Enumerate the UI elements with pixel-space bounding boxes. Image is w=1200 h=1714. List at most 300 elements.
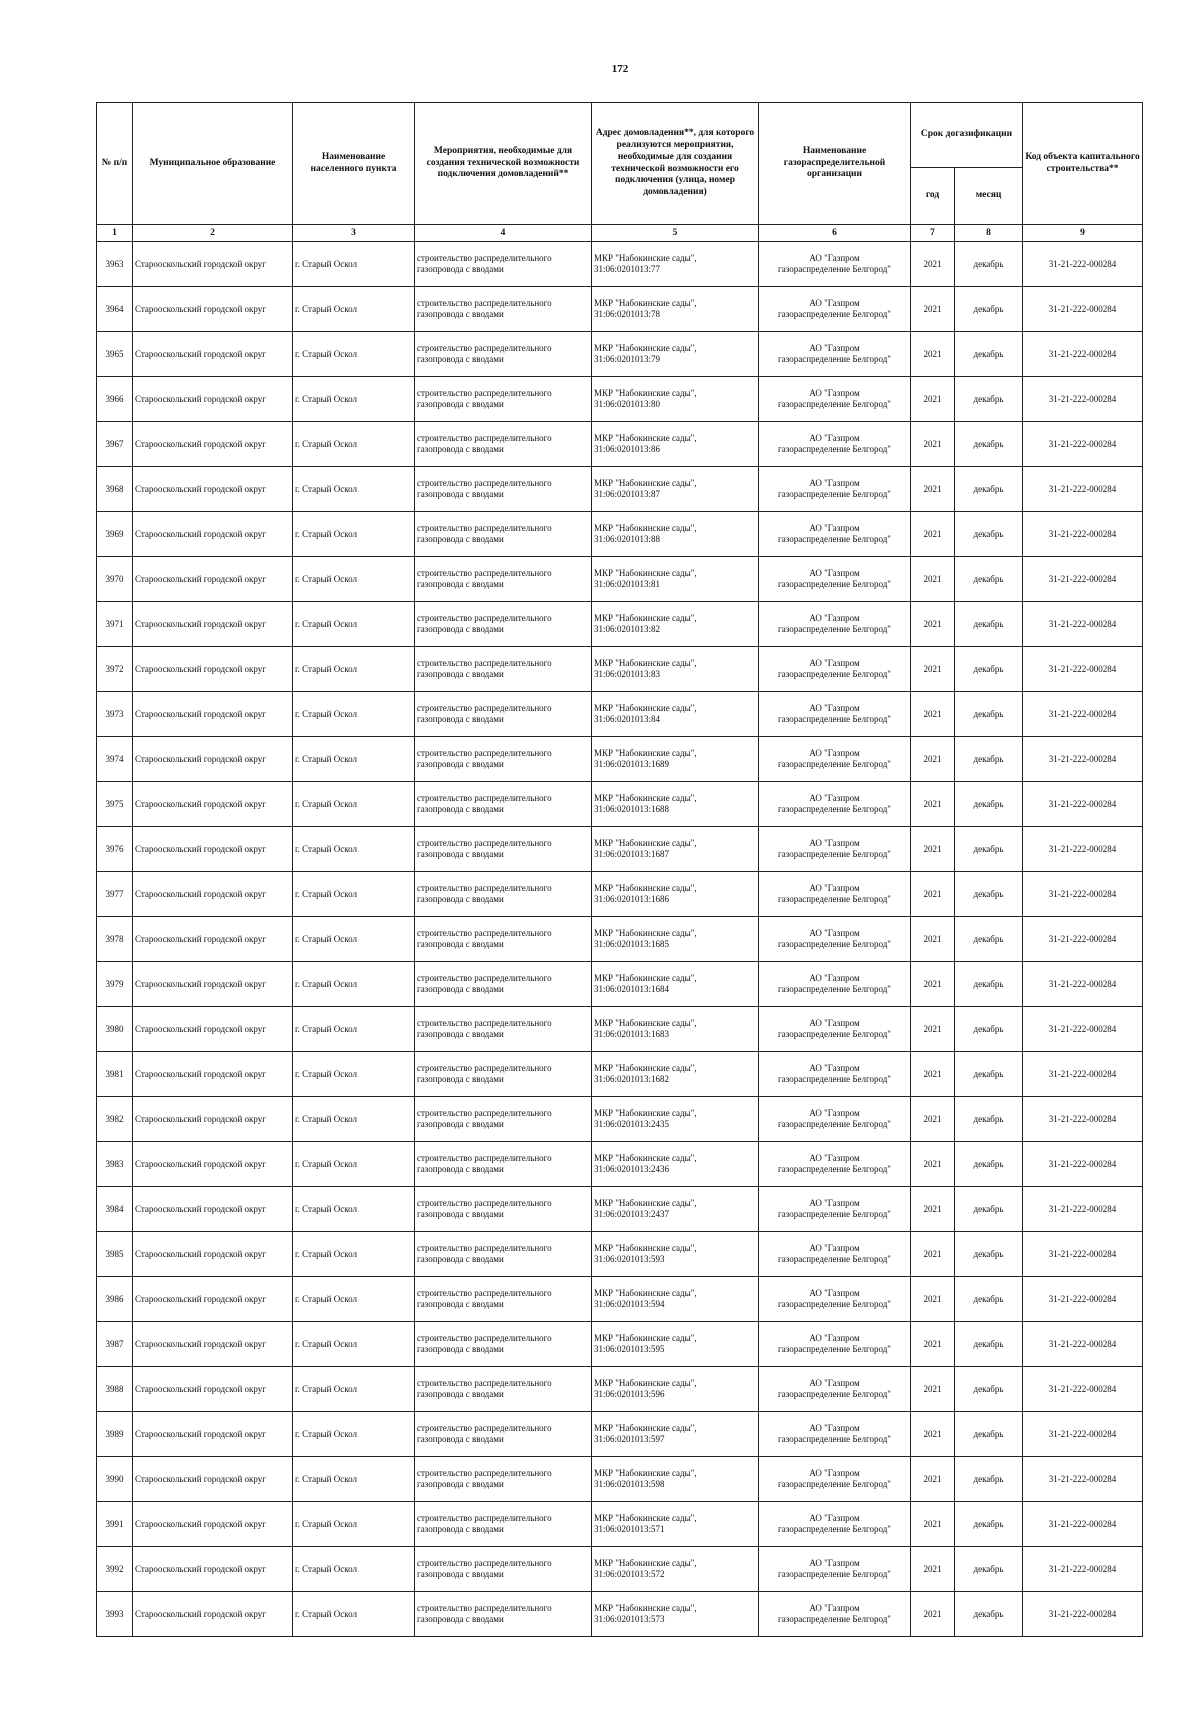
- address-street: МКР "Набокинские сады",: [594, 613, 697, 624]
- settlement-cell: г. Старый Оскол: [293, 1367, 415, 1412]
- settlement-cell: г. Старый Оскол: [293, 1187, 415, 1232]
- code-cell: 31-21-222-000284: [1023, 692, 1143, 737]
- address-cadastral: 31:06:0201013:2437: [594, 1209, 670, 1219]
- measure-cell: строительство распределительного газопровода с вводами: [415, 782, 592, 827]
- header-num: № п/п: [97, 103, 133, 225]
- table-row: [97, 647, 1143, 692]
- column-number: 8: [955, 225, 1023, 242]
- address-street: МКР "Набокинские сады",: [594, 883, 697, 894]
- month-cell: декабрь: [955, 1502, 1023, 1547]
- address-cadastral: 31:06:0201013:83: [594, 669, 661, 679]
- organization-line1: АО "Газпром: [809, 1423, 860, 1434]
- organization-line2: газораспределение Белгород": [778, 714, 891, 724]
- settlement-cell: г. Старый Оскол: [293, 1052, 415, 1097]
- address-cadastral: 31:06:0201013:595: [594, 1344, 665, 1354]
- settlement-cell: г. Старый Оскол: [293, 1412, 415, 1457]
- organization-line2: газораспределение Белгород": [778, 759, 891, 769]
- organization-line1: АО "Газпром: [809, 388, 860, 399]
- address-cell: [592, 422, 759, 467]
- month-cell: декабрь: [955, 377, 1023, 422]
- header-row: [97, 103, 1143, 168]
- address-cell: [592, 827, 759, 872]
- code-cell: 31-21-222-000284: [1023, 1592, 1143, 1637]
- organization-cell: [759, 647, 911, 692]
- table-row: [97, 692, 1143, 737]
- organization-cell: [759, 1232, 911, 1277]
- table-row: [97, 1412, 1143, 1457]
- settlement-cell: г. Старый Оскол: [293, 467, 415, 512]
- address-street: МКР "Набокинские сады",: [594, 1243, 697, 1254]
- organization-line2: газораспределение Белгород": [778, 1074, 891, 1084]
- organization-line1: АО "Газпром: [809, 658, 860, 669]
- measure-cell: строительство распределительного газопровода с вводами: [415, 917, 592, 962]
- settlement-cell: г. Старый Оскол: [293, 332, 415, 377]
- year-cell: 2021: [911, 647, 955, 692]
- address-street: МКР "Набокинские сады",: [594, 1198, 697, 1209]
- table-row: [97, 557, 1143, 602]
- organization-line1: АО "Газпром: [809, 973, 860, 984]
- table-row: [97, 422, 1143, 467]
- settlement-cell: г. Старый Оскол: [293, 917, 415, 962]
- organization-cell: [759, 332, 911, 377]
- address-street: МКР "Набокинские сады",: [594, 343, 697, 354]
- code-cell: 31-21-222-000284: [1023, 827, 1143, 872]
- row-number: 3966: [97, 377, 133, 422]
- month-cell: декабрь: [955, 1592, 1023, 1637]
- organization-cell: [759, 287, 911, 332]
- code-cell: 31-21-222-000284: [1023, 1187, 1143, 1232]
- organization-line2: газораспределение Белгород": [778, 1209, 891, 1219]
- code-cell: 31-21-222-000284: [1023, 647, 1143, 692]
- year-cell: 2021: [911, 1007, 955, 1052]
- column-number: 1: [97, 225, 133, 242]
- month-cell: декабрь: [955, 1007, 1023, 1052]
- organization-line2: газораспределение Белгород": [778, 354, 891, 364]
- organization-cell: [759, 602, 911, 647]
- header-organization: Наименование газораспределительной организации: [759, 103, 911, 225]
- address-street: МКР "Набокинские сады",: [594, 928, 697, 939]
- address-cell: [592, 1187, 759, 1232]
- organization-cell: [759, 1547, 911, 1592]
- address-street: МКР "Набокинские сады",: [594, 1603, 697, 1614]
- measure-cell: строительство распределительного газопровода с вводами: [415, 602, 592, 647]
- address-cell: [592, 1142, 759, 1187]
- address-cell: [592, 1502, 759, 1547]
- address-cell: [592, 1052, 759, 1097]
- organization-line2: газораспределение Белгород": [778, 444, 891, 454]
- address-cell: [592, 1322, 759, 1367]
- address-cadastral: 31:06:0201013:77: [594, 264, 661, 274]
- address-cell: [592, 1592, 759, 1637]
- year-cell: 2021: [911, 872, 955, 917]
- measure-cell: строительство распределительного газопровода с вводами: [415, 422, 592, 467]
- municipality-cell: Старооскольский городской округ: [133, 377, 293, 422]
- address-cell: [592, 557, 759, 602]
- address-street: МКР "Набокинские сады",: [594, 658, 697, 669]
- row-number: 3993: [97, 1592, 133, 1637]
- address-street: МКР "Набокинские сады",: [594, 973, 697, 984]
- month-cell: декабрь: [955, 1277, 1023, 1322]
- address-street: МКР "Набокинские сады",: [594, 1063, 697, 1074]
- organization-line1: АО "Газпром: [809, 343, 860, 354]
- month-cell: декабрь: [955, 332, 1023, 377]
- settlement-cell: г. Старый Оскол: [293, 827, 415, 872]
- address-cadastral: 31:06:0201013:87: [594, 489, 661, 499]
- address-street: МКР "Набокинские сады",: [594, 253, 697, 264]
- municipality-cell: Старооскольский городской округ: [133, 512, 293, 557]
- address-cell: [592, 377, 759, 422]
- municipality-cell: Старооскольский городской округ: [133, 242, 293, 287]
- address-cell: [592, 1097, 759, 1142]
- year-cell: 2021: [911, 332, 955, 377]
- address-street: МКР "Набокинские сады",: [594, 1423, 697, 1434]
- year-cell: 2021: [911, 242, 955, 287]
- column-number: 6: [759, 225, 911, 242]
- month-cell: декабрь: [955, 647, 1023, 692]
- organization-line2: газораспределение Белгород": [778, 1434, 891, 1444]
- address-cell: [592, 962, 759, 1007]
- page-number: 172: [611, 63, 629, 75]
- year-cell: 2021: [911, 1277, 955, 1322]
- organization-line2: газораспределение Белгород": [778, 624, 891, 634]
- header-settlement: Наименование населенного пункта: [293, 103, 415, 225]
- organization-cell: [759, 467, 911, 512]
- organization-cell: [759, 1142, 911, 1187]
- year-cell: 2021: [911, 1592, 955, 1637]
- organization-cell: [759, 737, 911, 782]
- code-cell: 31-21-222-000284: [1023, 1547, 1143, 1592]
- code-cell: 31-21-222-000284: [1023, 557, 1143, 602]
- measure-cell: строительство распределительного газопровода с вводами: [415, 692, 592, 737]
- table-row: [97, 512, 1143, 557]
- month-cell: декабрь: [955, 1142, 1023, 1187]
- organization-cell: [759, 1052, 911, 1097]
- row-number: 3968: [97, 467, 133, 512]
- settlement-cell: г. Старый Оскол: [293, 1547, 415, 1592]
- month-cell: декабрь: [955, 242, 1023, 287]
- organization-line1: АО "Газпром: [809, 883, 860, 894]
- address-street: МКР "Набокинские сады",: [594, 1468, 697, 1479]
- year-cell: 2021: [911, 962, 955, 1007]
- organization-line1: АО "Газпром: [809, 1378, 860, 1389]
- address-cell: [592, 1547, 759, 1592]
- organization-cell: [759, 917, 911, 962]
- settlement-cell: г. Старый Оскол: [293, 1502, 415, 1547]
- organization-cell: [759, 422, 911, 467]
- address-cadastral: 31:06:0201013:78: [594, 309, 661, 319]
- organization-line2: газораспределение Белгород": [778, 489, 891, 499]
- code-cell: 31-21-222-000284: [1023, 917, 1143, 962]
- address-street: МКР "Набокинские сады",: [594, 1108, 697, 1119]
- municipality-cell: Старооскольский городской округ: [133, 782, 293, 827]
- header-address: Адрес домовладения**, для которого реализуются мероприятия, необходимые для создания технической возможности его подключения (улица, номер домовладения): [592, 103, 759, 225]
- month-cell: декабрь: [955, 962, 1023, 1007]
- address-cell: [592, 872, 759, 917]
- month-cell: декабрь: [955, 1232, 1023, 1277]
- row-number: 3973: [97, 692, 133, 737]
- organization-line1: АО "Газпром: [809, 433, 860, 444]
- settlement-cell: г. Старый Оскол: [293, 602, 415, 647]
- measure-cell: строительство распределительного газопровода с вводами: [415, 1052, 592, 1097]
- organization-cell: [759, 827, 911, 872]
- month-cell: декабрь: [955, 557, 1023, 602]
- year-cell: 2021: [911, 1457, 955, 1502]
- year-cell: 2021: [911, 1097, 955, 1142]
- measure-cell: строительство распределительного газопровода с вводами: [415, 1142, 592, 1187]
- organization-line1: АО "Газпром: [809, 613, 860, 624]
- row-number: 3988: [97, 1367, 133, 1412]
- settlement-cell: г. Старый Оскол: [293, 1142, 415, 1187]
- year-cell: 2021: [911, 602, 955, 647]
- organization-cell: [759, 782, 911, 827]
- month-cell: декабрь: [955, 1097, 1023, 1142]
- year-cell: 2021: [911, 1232, 955, 1277]
- code-cell: 31-21-222-000284: [1023, 962, 1143, 1007]
- organization-line1: АО "Газпром: [809, 793, 860, 804]
- measure-cell: строительство распределительного газопровода с вводами: [415, 737, 592, 782]
- address-street: МКР "Набокинские сады",: [594, 1333, 697, 1344]
- row-number: 3971: [97, 602, 133, 647]
- row-number: 3990: [97, 1457, 133, 1502]
- organization-line2: газораспределение Белгород": [778, 939, 891, 949]
- municipality-cell: Старооскольский городской округ: [133, 872, 293, 917]
- month-cell: декабрь: [955, 1547, 1023, 1592]
- settlement-cell: г. Старый Оскол: [293, 962, 415, 1007]
- year-cell: 2021: [911, 1412, 955, 1457]
- address-cell: [592, 1277, 759, 1322]
- organization-line2: газораспределение Белгород": [778, 894, 891, 904]
- address-street: МКР "Набокинские сады",: [594, 1513, 697, 1524]
- month-cell: декабрь: [955, 287, 1023, 332]
- municipality-cell: Старооскольский городской округ: [133, 1052, 293, 1097]
- measure-cell: строительство распределительного газопровода с вводами: [415, 1412, 592, 1457]
- organization-line1: АО "Газпром: [809, 478, 860, 489]
- row-number: 3963: [97, 242, 133, 287]
- header-year: год: [911, 168, 955, 225]
- organization-line1: АО "Газпром: [809, 1333, 860, 1344]
- organization-cell: [759, 377, 911, 422]
- code-cell: 31-21-222-000284: [1023, 287, 1143, 332]
- measure-cell: строительство распределительного газопровода с вводами: [415, 332, 592, 377]
- code-cell: 31-21-222-000284: [1023, 1457, 1143, 1502]
- table-row: [97, 1142, 1143, 1187]
- organization-line1: АО "Газпром: [809, 703, 860, 714]
- municipality-cell: Старооскольский городской округ: [133, 332, 293, 377]
- table-row: [97, 782, 1143, 827]
- address-cadastral: 31:06:0201013:593: [594, 1254, 665, 1264]
- year-cell: 2021: [911, 1367, 955, 1412]
- code-cell: 31-21-222-000284: [1023, 1142, 1143, 1187]
- code-cell: 31-21-222-000284: [1023, 1097, 1143, 1142]
- year-cell: 2021: [911, 377, 955, 422]
- organization-line1: АО "Газпром: [809, 298, 860, 309]
- code-cell: 31-21-222-000284: [1023, 1007, 1143, 1052]
- address-cell: [592, 1412, 759, 1457]
- header-measures: Мероприятия, необходимые для создания технической возможности подключения домовладений**: [415, 103, 592, 225]
- table-row: [97, 332, 1143, 377]
- row-number: 3977: [97, 872, 133, 917]
- organization-cell: [759, 1187, 911, 1232]
- code-cell: 31-21-222-000284: [1023, 1412, 1143, 1457]
- code-cell: 31-21-222-000284: [1023, 332, 1143, 377]
- settlement-cell: г. Старый Оскол: [293, 242, 415, 287]
- measure-cell: строительство распределительного газопровода с вводами: [415, 1547, 592, 1592]
- code-cell: 31-21-222-000284: [1023, 1052, 1143, 1097]
- municipality-cell: Старооскольский городской округ: [133, 1547, 293, 1592]
- measure-cell: строительство распределительного газопровода с вводами: [415, 242, 592, 287]
- organization-line2: газораспределение Белгород": [778, 1479, 891, 1489]
- measure-cell: строительство распределительного газопровода с вводами: [415, 1187, 592, 1232]
- table-row: [97, 1457, 1143, 1502]
- address-cadastral: 31:06:0201013:2435: [594, 1119, 670, 1129]
- address-cadastral: 31:06:0201013:1682: [594, 1074, 670, 1084]
- code-cell: 31-21-222-000284: [1023, 512, 1143, 557]
- address-street: МКР "Набокинские сады",: [594, 838, 697, 849]
- organization-cell: [759, 1502, 911, 1547]
- month-cell: декабрь: [955, 827, 1023, 872]
- municipality-cell: Старооскольский городской округ: [133, 827, 293, 872]
- municipality-cell: Старооскольский городской округ: [133, 1457, 293, 1502]
- table-row: [97, 287, 1143, 332]
- organization-line1: АО "Газпром: [809, 1108, 860, 1119]
- organization-line1: АО "Газпром: [809, 1198, 860, 1209]
- row-number: 3974: [97, 737, 133, 782]
- settlement-cell: г. Старый Оскол: [293, 647, 415, 692]
- code-cell: 31-21-222-000284: [1023, 377, 1143, 422]
- month-cell: декабрь: [955, 872, 1023, 917]
- settlement-cell: г. Старый Оскол: [293, 782, 415, 827]
- municipality-cell: Старооскольский городской округ: [133, 692, 293, 737]
- organization-line2: газораспределение Белгород": [778, 1254, 891, 1264]
- organization-cell: [759, 1097, 911, 1142]
- measure-cell: строительство распределительного газопровода с вводами: [415, 962, 592, 1007]
- organization-cell: [759, 1322, 911, 1367]
- municipality-cell: Старооскольский городской округ: [133, 557, 293, 602]
- table-row: [97, 1277, 1143, 1322]
- row-number: 3970: [97, 557, 133, 602]
- organization-line1: АО "Газпром: [809, 748, 860, 759]
- organization-cell: [759, 1592, 911, 1637]
- address-cell: [592, 737, 759, 782]
- year-cell: 2021: [911, 1187, 955, 1232]
- organization-line1: АО "Газпром: [809, 1558, 860, 1569]
- organization-line1: АО "Газпром: [809, 568, 860, 579]
- organization-cell: [759, 1007, 911, 1052]
- municipality-cell: Старооскольский городской округ: [133, 1502, 293, 1547]
- settlement-cell: г. Старый Оскол: [293, 557, 415, 602]
- organization-line1: АО "Газпром: [809, 1243, 860, 1254]
- year-cell: 2021: [911, 1547, 955, 1592]
- settlement-cell: г. Старый Оскол: [293, 287, 415, 332]
- row-number: 3976: [97, 827, 133, 872]
- address-street: МКР "Набокинские сады",: [594, 703, 697, 714]
- row-number: 3992: [97, 1547, 133, 1592]
- table-body: [97, 242, 1143, 1637]
- table-row: [97, 1502, 1143, 1547]
- measure-cell: строительство распределительного газопровода с вводами: [415, 1592, 592, 1637]
- address-street: МКР "Набокинские сады",: [594, 1018, 697, 1029]
- row-number: 3989: [97, 1412, 133, 1457]
- month-cell: декабрь: [955, 737, 1023, 782]
- municipality-cell: Старооскольский городской округ: [133, 1322, 293, 1367]
- row-number: 3991: [97, 1502, 133, 1547]
- code-cell: 31-21-222-000284: [1023, 467, 1143, 512]
- address-cadastral: 31:06:0201013:572: [594, 1569, 665, 1579]
- table-row: [97, 737, 1143, 782]
- row-number: 3985: [97, 1232, 133, 1277]
- month-cell: декабрь: [955, 1412, 1023, 1457]
- address-cadastral: 31:06:0201013:597: [594, 1434, 665, 1444]
- measure-cell: строительство распределительного газопровода с вводами: [415, 1007, 592, 1052]
- settlement-cell: г. Старый Оскол: [293, 1277, 415, 1322]
- table-row: [97, 1097, 1143, 1142]
- organization-line1: АО "Газпром: [809, 1288, 860, 1299]
- address-street: МКР "Набокинские сады",: [594, 433, 697, 444]
- address-cadastral: 31:06:0201013:82: [594, 624, 661, 634]
- organization-line2: газораспределение Белгород": [778, 984, 891, 994]
- address-cell: [592, 242, 759, 287]
- year-cell: 2021: [911, 1142, 955, 1187]
- address-cadastral: 31:06:0201013:1689: [594, 759, 670, 769]
- municipality-cell: Старооскольский городской округ: [133, 737, 293, 782]
- settlement-cell: г. Старый Оскол: [293, 512, 415, 557]
- table-row: [97, 917, 1143, 962]
- settlement-cell: г. Старый Оскол: [293, 872, 415, 917]
- table-row: [97, 1547, 1143, 1592]
- measure-cell: строительство распределительного газопровода с вводами: [415, 872, 592, 917]
- address-cell: [592, 602, 759, 647]
- organization-line2: газораспределение Белгород": [778, 264, 891, 274]
- settlement-cell: г. Старый Оскол: [293, 692, 415, 737]
- organization-line2: газораспределение Белгород": [778, 1029, 891, 1039]
- table-row: [97, 1592, 1143, 1637]
- organization-line2: газораспределение Белгород": [778, 399, 891, 409]
- organization-line2: газораспределение Белгород": [778, 1299, 891, 1309]
- column-number: 2: [133, 225, 293, 242]
- address-street: МКР "Набокинские сады",: [594, 298, 697, 309]
- organization-line2: газораспределение Белгород": [778, 579, 891, 589]
- organization-line2: газораспределение Белгород": [778, 1389, 891, 1399]
- month-cell: декабрь: [955, 1187, 1023, 1232]
- address-cell: [592, 1367, 759, 1412]
- organization-line2: газораспределение Белгород": [778, 1569, 891, 1579]
- measure-cell: строительство распределительного газопровода с вводами: [415, 1277, 592, 1322]
- month-cell: декабрь: [955, 1052, 1023, 1097]
- organization-line2: газораспределение Белгород": [778, 849, 891, 859]
- column-number: 7: [911, 225, 955, 242]
- address-street: МКР "Набокинские сады",: [594, 523, 697, 534]
- table-row: [97, 827, 1143, 872]
- address-cadastral: 31:06:0201013:1687: [594, 849, 670, 859]
- column-number: 5: [592, 225, 759, 242]
- settlement-cell: г. Старый Оскол: [293, 422, 415, 467]
- code-cell: 31-21-222-000284: [1023, 872, 1143, 917]
- settlement-cell: г. Старый Оскол: [293, 377, 415, 422]
- address-cadastral: 31:06:0201013:571: [594, 1524, 665, 1534]
- address-cadastral: 31:06:0201013:594: [594, 1299, 665, 1309]
- table-row: [97, 1052, 1143, 1097]
- measure-cell: строительство распределительного газопровода с вводами: [415, 377, 592, 422]
- address-cadastral: 31:06:0201013:84: [594, 714, 661, 724]
- address-cell: [592, 917, 759, 962]
- organization-cell: [759, 512, 911, 557]
- organization-line1: АО "Газпром: [809, 1513, 860, 1524]
- column-number: 3: [293, 225, 415, 242]
- address-street: МКР "Набокинские сады",: [594, 1378, 697, 1389]
- address-cell: [592, 512, 759, 557]
- year-cell: 2021: [911, 557, 955, 602]
- month-cell: декабрь: [955, 782, 1023, 827]
